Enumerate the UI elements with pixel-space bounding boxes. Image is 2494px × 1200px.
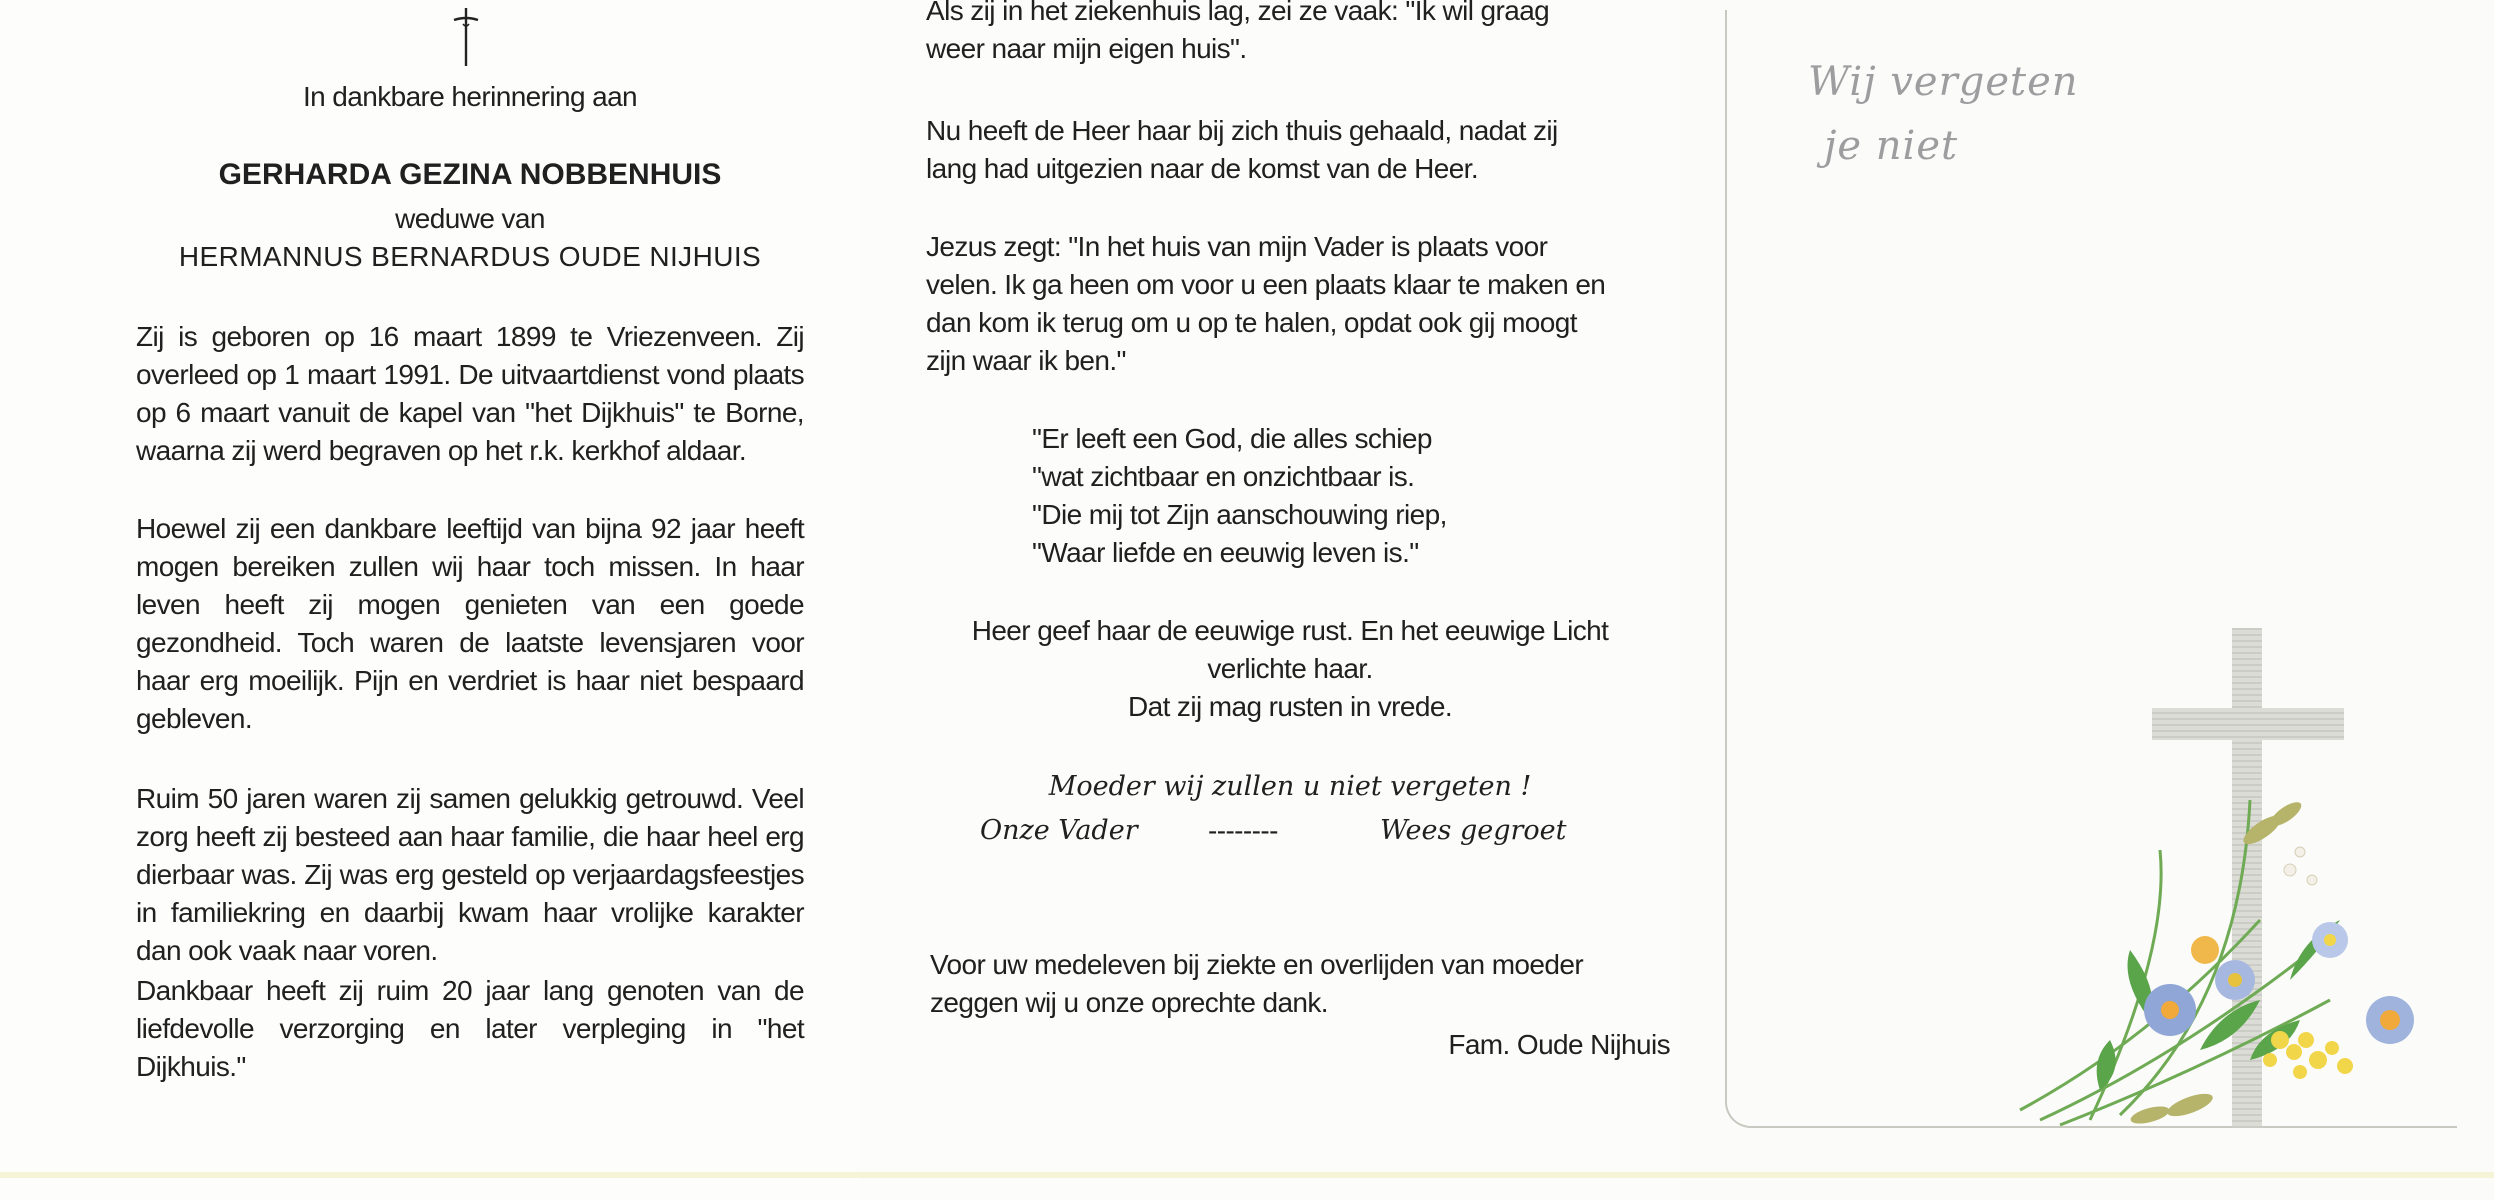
- card-panel-middle: [860, 0, 1680, 1200]
- prayer-hail-mary: Wees gegroet: [1380, 815, 1567, 846]
- prayer-line-2: verlichte haar.: [1207, 653, 1373, 684]
- paragraph-lord: Nu heeft de Heer haar bij zich thuis gehaald, nadat zij lang had uitgezien naar de komst van de Heer.: [926, 115, 1558, 184]
- poem-line: "Er leeft een God, die alles schiep: [1032, 423, 1432, 454]
- widow-of-line: weduwe van: [395, 203, 545, 234]
- paragraph-hospital: Als zij in het ziekenhuis lag, zei ze vaak: "Ik wil graag weer naar mijn eigen huis".: [926, 0, 1550, 64]
- paragraph-care: Dankbaar heeft zij ruim 20 jaar lang genoten van de liefdevolle verzorging en later verpleging in "het Dijkhuis.": [136, 975, 804, 1082]
- silver-cross-horizontal: [2152, 708, 2344, 740]
- paragraph-age: Hoewel zij een dankbare leeftijd van bijna 92 jaar heeft mogen bereiken zullen wij haar toch missen. In haar leven heeft zij mogen genieten van een goede gezondheid. Toch waren de laatste levensjaren voor haar erg moeilijk. Pijn en verdriet is haar niet bespaard gebleven.: [136, 513, 804, 734]
- cross-with-flowers-illustration: [2000, 620, 2460, 1140]
- deceased-name: GERHARDA GEZINA NOBBENHUIS: [218, 158, 722, 191]
- paper-bottom-edge: [0, 1172, 2494, 1178]
- poem: [1032, 420, 1592, 572]
- poem-line: "Waar liefde en eeuwig leven is.": [1032, 537, 1419, 568]
- prayer-line-1: Heer geef haar de eeuwige rust. En het eeuwige Licht: [971, 615, 1609, 646]
- leaves: [2097, 920, 2340, 1090]
- prayer-line-3: Dat zij mag rusten in vrede.: [1127, 691, 1452, 722]
- blue-flower: [2144, 984, 2196, 1036]
- intro-line: In dankbare herinnering aan: [302, 81, 638, 112]
- memorial-title: [1808, 50, 2079, 178]
- cross-icon: [450, 6, 482, 68]
- paragraph-marriage: Ruim 50 jaren waren zij samen gelukkig getrouwd. Veel zorg heeft zij besteed aan haar familie, die haar heel erg dierbaar was. Zij was erg gesteld op verjaardagsfeestjes in familiekring en daarbij kwam haar vrolijke karakter dan ook vaak naar voren.: [136, 783, 804, 966]
- poem-line: "Die mij tot Zijn aanschouwing riep,: [1032, 499, 1447, 530]
- flower-stems: [2020, 800, 2330, 1125]
- poem-line: "wat zichtbaar en onzichtbaar is.: [1032, 461, 1415, 492]
- blue-flower: [2366, 996, 2414, 1044]
- memorial-title-line-1: Wij vergeten: [1808, 59, 2079, 105]
- prayer-our-father: Onze Vader: [980, 815, 1138, 846]
- white-buds: [2284, 847, 2317, 885]
- family-signature: Fam. Oude Nijhuis: [1448, 1029, 1670, 1060]
- husband-name: HERMANNUS BERNARDUS OUDE NIJHUIS: [178, 241, 762, 272]
- card-panel-left: [0, 0, 860, 1200]
- paragraph-thanks: Voor uw medeleven bij ziekte en overlijden van moeder zeggen wij u onze oprechte dank.: [930, 949, 1584, 1018]
- memorial-title-line-2: je niet: [1824, 123, 1959, 169]
- prayer-separator: --------: [1208, 815, 1278, 846]
- paragraph-jesus: Jezus zegt: "In het huis van mijn Vader is plaats voor velen. Ik ga heen om voor u een plaats klaar te maken en dan kom ik terug om u op te halen, opdat ook gij moogt zijn waar ik ben.": [926, 231, 1606, 376]
- paragraph-birth-death: Zij is geboren op 16 maart 1899 te Vriezenveen. Zij overleed op 1 maart 1991. De uitvaartdienst vond plaats op 6 maart vanuit de kapel van "het Dijkhuis" te Borne, waarna zij werd begraven op het r.k. kerkhof aldaar.: [136, 321, 804, 466]
- blue-flower: [2312, 922, 2348, 958]
- blue-flower: [2215, 960, 2255, 1000]
- remembrance-line: Moeder wij zullen u niet vergeten !: [1048, 771, 1532, 802]
